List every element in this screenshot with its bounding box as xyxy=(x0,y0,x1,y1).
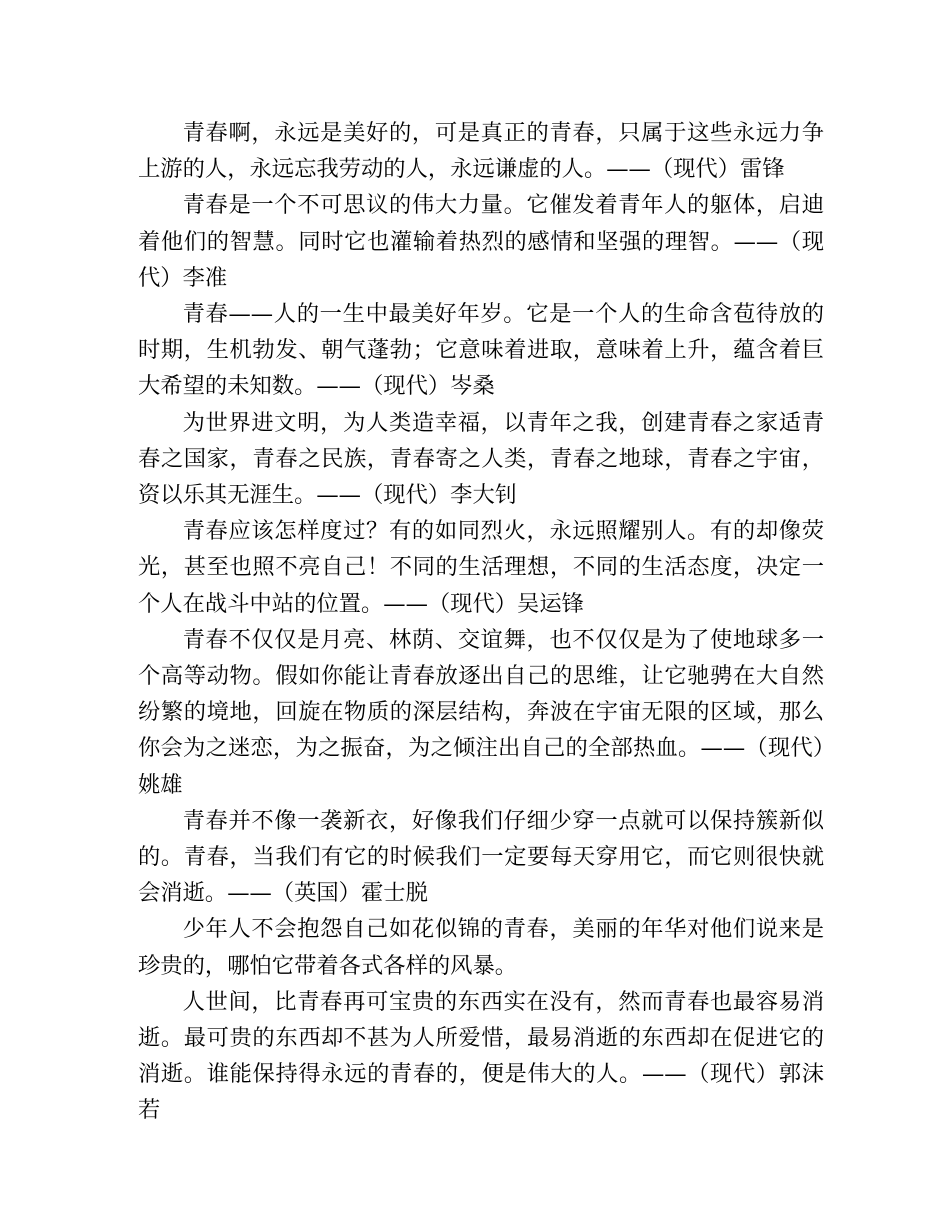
quote-paragraph-1: 青春啊，永远是美好的，可是真正的青春，只属于这些永远力争上游的人，永远忘我劳动的人，永远谦虚的人。——（现代）雷锋 xyxy=(138,120,824,183)
quote-paragraph-3: 青春——人的一生中最美好年岁。它是一个人的生命含苞待放的时期，生机勃发、朝气蓬勃；它意味着进取，意味着上升，蕴含着巨大希望的未知数。——（现代）岑桑 xyxy=(138,301,824,400)
document-body xyxy=(138,115,824,1129)
quote-paragraph-4: 为世界进文明，为人类造幸福，以青年之我，创建青春之家适青春之国家，青春之民族，青春寄之人类，青春之地球，青春之宇宙，资以乐其无涯生。——（现代）李大钊 xyxy=(138,409,824,509)
quote-paragraph-2: 青春是一个不可思议的伟大力量。它催发着青年人的躯体，启迪着他们的智慧。同时它也灌输着热烈的感情和坚强的理智。——（现代）李准 xyxy=(138,192,824,291)
quote-paragraph-7: 青春并不像一袭新衣，好像我们仔细少穿一点就可以保持簇新似的。青春，当我们有它的时候我们一定要每天穿用它，而它则很快就会消逝。——（英国）霍士脱 xyxy=(138,807,824,907)
quote-paragraph-9: 人世间，比青春再可宝贵的东西实在没有，然而青春也最容易消逝。最可贵的东西却不甚为人所爱惜，最易消逝的东西却在促进它的消逝。谁能保持得永远的青春的，便是伟大的人。——（现代）郭沫若 xyxy=(138,988,824,1124)
quote-paragraph-8: 少年人不会抱怨自己如花似锦的青春，美丽的年华对他们说来是珍贵的，哪怕它带着各式各样的风暴。 xyxy=(138,916,824,979)
quote-paragraph-6: 青春不仅仅是月亮、林荫、交谊舞，也不仅仅是为了使地球多一个高等动物。假如你能让青春放逐出自己的思维，让它驰骋在大自然纷繁的境地，回旋在物质的深层结构，奔波在宇宙无限的区域，那么你会为之迷恋，为之振奋，为之倾注出自己的全部热血。——（现代）姚雄 xyxy=(138,626,824,798)
quote-paragraph-5: 青春应该怎样度过？有的如同烈火，永远照耀别人。有的却像荧光，甚至也照不亮自己！不同的生活理想，不同的生活态度，决定一个人在战斗中站的位置。——（现代）吴运锋 xyxy=(138,518,824,617)
